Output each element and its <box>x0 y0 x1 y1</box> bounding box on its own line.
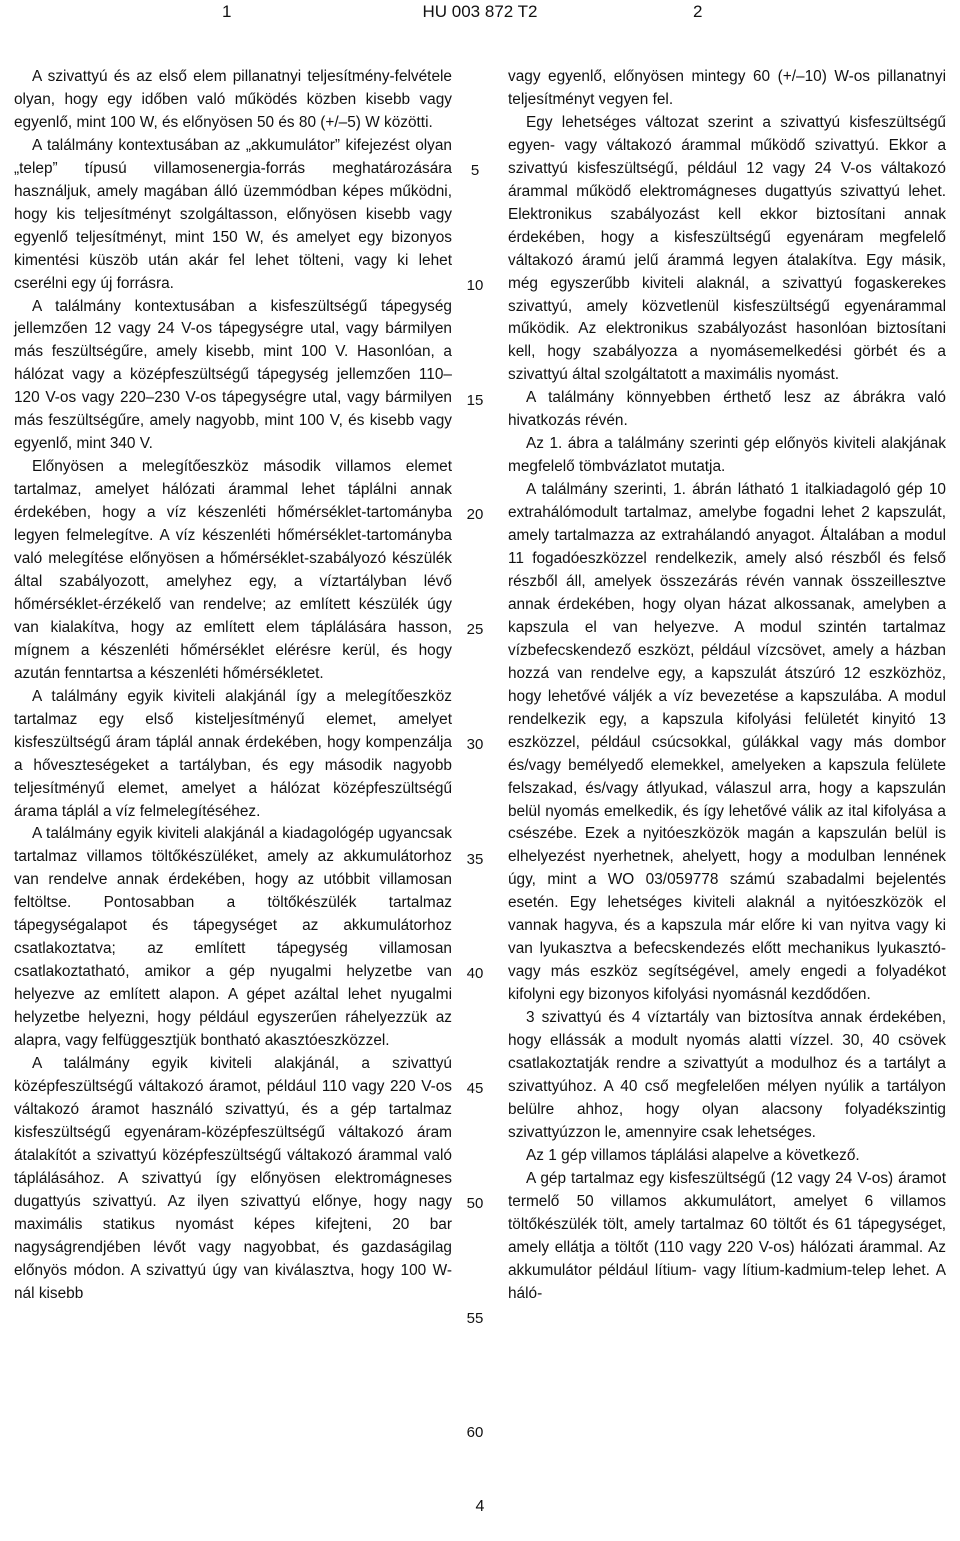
line-number: 5 <box>470 162 480 179</box>
line-number: 55 <box>466 1310 484 1327</box>
line-number: 35 <box>466 851 484 868</box>
page-number-right: 2 <box>693 2 703 21</box>
line-number: 10 <box>466 277 484 294</box>
footer-page-number: 4 <box>475 1498 485 1515</box>
paragraph: A szivattyú és az első elem pillanatnyi teljesítmény-felvétele olyan, hogy egy időben való működés közben kisebb vagy egyenlő, mint 100 W, és előnyösen 50 és 80 (+/–5) W közötti. <box>14 68 452 131</box>
paragraph: A találmány egyik kiviteli alakjánál így a melegítőeszköz tartalmaz egy első kisteljesítményű elemet, amelyet kisfeszültségű áram táplál annak érdekében, hogy kompenzálja a hőveszteségeket a tartályban, és egy második nagyobb teljesítményű elemet, amelyet a hálózat középfeszültségű árama táplál a víz felmelegítéséhez. <box>14 687 452 820</box>
line-number: 40 <box>466 965 484 982</box>
paragraph: Előnyösen a melegítőeszköz második villamos elemet tartalmaz, amelyet hálózati árammal lehet táplálni annak érdekében, hogy a víz készenléti hőmérséklet-tartományba legyen felmelegítve. A víz készenléti hőmérséklet-tartományba való melegítése előnyösen a hőmérséklet-szabályozó készülék által szabályozott, amelyhez egy, a víztartályban lévő hőmérséklet-érzékelő van rendelve; az említett készülék úgy van kialakítva, hogy az említett elem táplálására hasson, mígnem a készenléti hőmérséklet elérésre kerül, és hogy azután fenntartsa a készenléti hőmérsékletet. <box>14 458 452 682</box>
line-number: 30 <box>466 736 484 753</box>
paragraph: Az 1 gép villamos táplálási alapelve a következő. <box>526 1146 860 1164</box>
paragraph: A gép tartalmaz egy kisfeszültségű (12 vagy 24 V-os) áramot termelő 50 villamos akkumulátort, amelyet 6 villamos töltőkészülék tölt, amely tartalmaz 60 töltőt és 61 tápegységet, amely ellátja a töltőt (110 vagy 220 V-os) hálózati árammal. Az akkumulátor például lítium- vagy lítium-kadmium-telep lehet. A háló- <box>508 1169 946 1302</box>
paragraph: A találmány szerinti, 1. ábrán látható 1 italkiadagoló gép 10 extrahálómodult tartalmaz, amelybe fogadni lehet 2 kapszulát, amely tartalmazza az extrahálandó anyagot. Általában a modul 11 fogadóeszközzel rendelkezik, amely alsó részből és felső részből áll, amelyek összezárás révén vannak összeillesztve annak érdekében, hogy olyan házat alkossanak, amelyben a kapszula el van helyezve. A modul szintén tartalmaz vízbefecskendező eszközt, például vízcsövet, amely a házban hozzá van rendelve egy, a kapszulát átszúró 12 eszközhöz, hogy lehetővé váljék a víz bevezetése a kapszulába. A modul rendelkezik egy, a kapszula kifolyási felületét kinyitó 13 eszközzel, például csúcsokkal, gúlákkal vagy más dombor és/vagy bemélyedő elemekkel, amelyeken a kapszula felülete felszakad, és/vagy átlyukad, válaszul arra, hogy a kapszulán belül nyomás emelkedik, és így lehetővé válik az ital kifolyása a csészébe. Ezek a nyitóeszközök magán a kapszulán belül is elhelyezést nyerhetnek, ahelyett, hogy a modulban lennének úgy, mint a WO 03/059778 számú szabadalmi bejelentés esetén. Egy lehetséges kiviteli alaknál a nyitóeszközök el vannak hagyva, és a kapszula már előre ki van nyitva vagy ki van lyukasztva a befecskendezés előtt mechanikus lyukasztó- vagy más eszköz segítségével, amely engedi a folyadékot kifolyni egy bizonyos kifolyási nyomásnál kezdődően. <box>508 481 946 1004</box>
right-text-column <box>508 66 946 1305</box>
document-number: HU 003 872 T2 <box>422 2 538 21</box>
paragraph: Egy lehetséges változat szerint a szivattyú kisfeszültségű egyen- vagy váltakozó árammal működő szivattyú. Ekkor a szivattyú kisfeszültségű, például 12 vagy 24 V-os váltakozó árammal működő elektromágneses dugattyús szivattyú lehet. Elektronikus szabályozást kell ekkor biztosítani annak érdekében, hogy a kisfeszültségű egyenáram megfelelő váltakozó áramú jelű árammá legyen átalakítva. Egy másik, még egyszerűbb kiviteli alaknál, a szivattyú fogaskerekes szivattyú, amely közvetlenül kisfeszültségű egyenárammal működik. Az elektronikus szabályozást hasonlóan biztosítani kell, hogy szabályozza a nyomásemelkedési görbét és a szivattyú által szolgáltatott a maximális nyomást. <box>508 113 946 384</box>
paragraph: 3 szivattyú és 4 víztartály van biztosítva annak érdekében, hogy ellássák a modult nyomás alatti vízzel. 30, 40 csövek csatlakoztatják rendre a szivattyút a modulhoz és a tartályt a szivattyúhoz. A 40 cső megfelelően mélyen nyúlik a tartályon belülre ahhoz, hogy olyan alacsony folyadékszintig szivattyúzzon le, amennyire csak lehetséges. <box>508 1009 946 1141</box>
paragraph: A találmány kontextusában az „akkumulátor” kifejezést olyan „telep” típusú villamosenergia-forrás meghatározására használjuk, amely magában álló üzemmódban képes működni, hogy kis teljesítményt szolgáltasson, előnyösen kisebb vagy egyenlő teljesítményt, mint 150 W, és amelyet egy bizonyos kimentési küszöb után akár fel lehet tölteni, vagy ki lehet cserélni egy új forrásra. <box>14 136 452 292</box>
paragraph: A találmány egyik kiviteli alakjánál a kiadagológép ugyancsak tartalmaz villamos töltőkészüléket, amely az akkumulátorhoz van rendelve annak érdekében, hogy az utóbbit villamosan feltöltse. Pontosabban a töltőkészülék tartalmaz tápegységalapot és tápegységet az akkumulátorhoz csatlakoztatva; az említett tápegység villamosan csatlakoztatható, amikor a gép nyugalmi helyzetbe van helyezve az említett alapon. A gépet azáltal lehet nyugalmi helyzetbe helyezni, hogy például egyszerűen ráhelyezzük az alapra, vagy felfüggesztjük bontható akasztóeszközzel. <box>14 825 452 1050</box>
line-number: 20 <box>466 506 484 523</box>
paragraph: vagy egyenlő, előnyösen mintegy 60 (+/–10) W-os pillanatnyi teljesítményt vegyen fel. <box>508 68 946 108</box>
left-text-column <box>14 66 452 1305</box>
paragraph: A találmány könnyebben érthető lesz az ábrákra való hivatkozás révén. <box>508 389 946 430</box>
paragraph: A találmány egyik kiviteli alakjánál, a szivattyú középfeszültségű váltakozó áramot, például 110 vagy 220 V-os váltakozó áramot használó szivattyú, és a gép tartalmaz kisfeszültségű egyenáram-középfeszültségű váltakozó áram átalakítót a szivattyú középfeszültségű váltakozó árammal való táplálásához. A szivattyú így előnyösen elektromágneses dugattyús szivattyú. Az ilyen szivattyú előnye, hogy nagy maximális statikus nyomást képes kifejteni, 20 bar nagyságrendjében lévőt vagy nagyobbat, és gazdaságilag előnyös módon. A szivattyú úgy van kiválasztva, hogy 100 W-nál kisebb <box>14 1054 452 1302</box>
line-number: 50 <box>466 1195 484 1212</box>
line-number: 60 <box>466 1424 484 1441</box>
line-number: 15 <box>466 392 484 409</box>
page-number-left: 1 <box>222 2 232 21</box>
paragraph: Az 1. ábra a találmány szerinti gép előnyös kiviteli alakjának megfelelő tömbvázlatot mutatja. <box>508 435 946 476</box>
line-number: 25 <box>466 621 484 638</box>
paragraph: A találmány kontextusában a kisfeszültségű tápegység jellemzően 12 vagy 24 V-os tápegységre utal, vagy bármilyen más feszültségűre, amely kisebb, mint 100 V. Hasonlóan, a hálózat vagy a középfeszültségű tápegység jellemzően 110–120 V-os vagy 220–230 V-os tápegységre utal, vagy bármilyen más feszültségűre, amely nagyobb, mint 100 V, és kisebb vagy egyenlő, mint 340 V. <box>14 297 452 453</box>
line-number: 45 <box>466 1080 484 1097</box>
